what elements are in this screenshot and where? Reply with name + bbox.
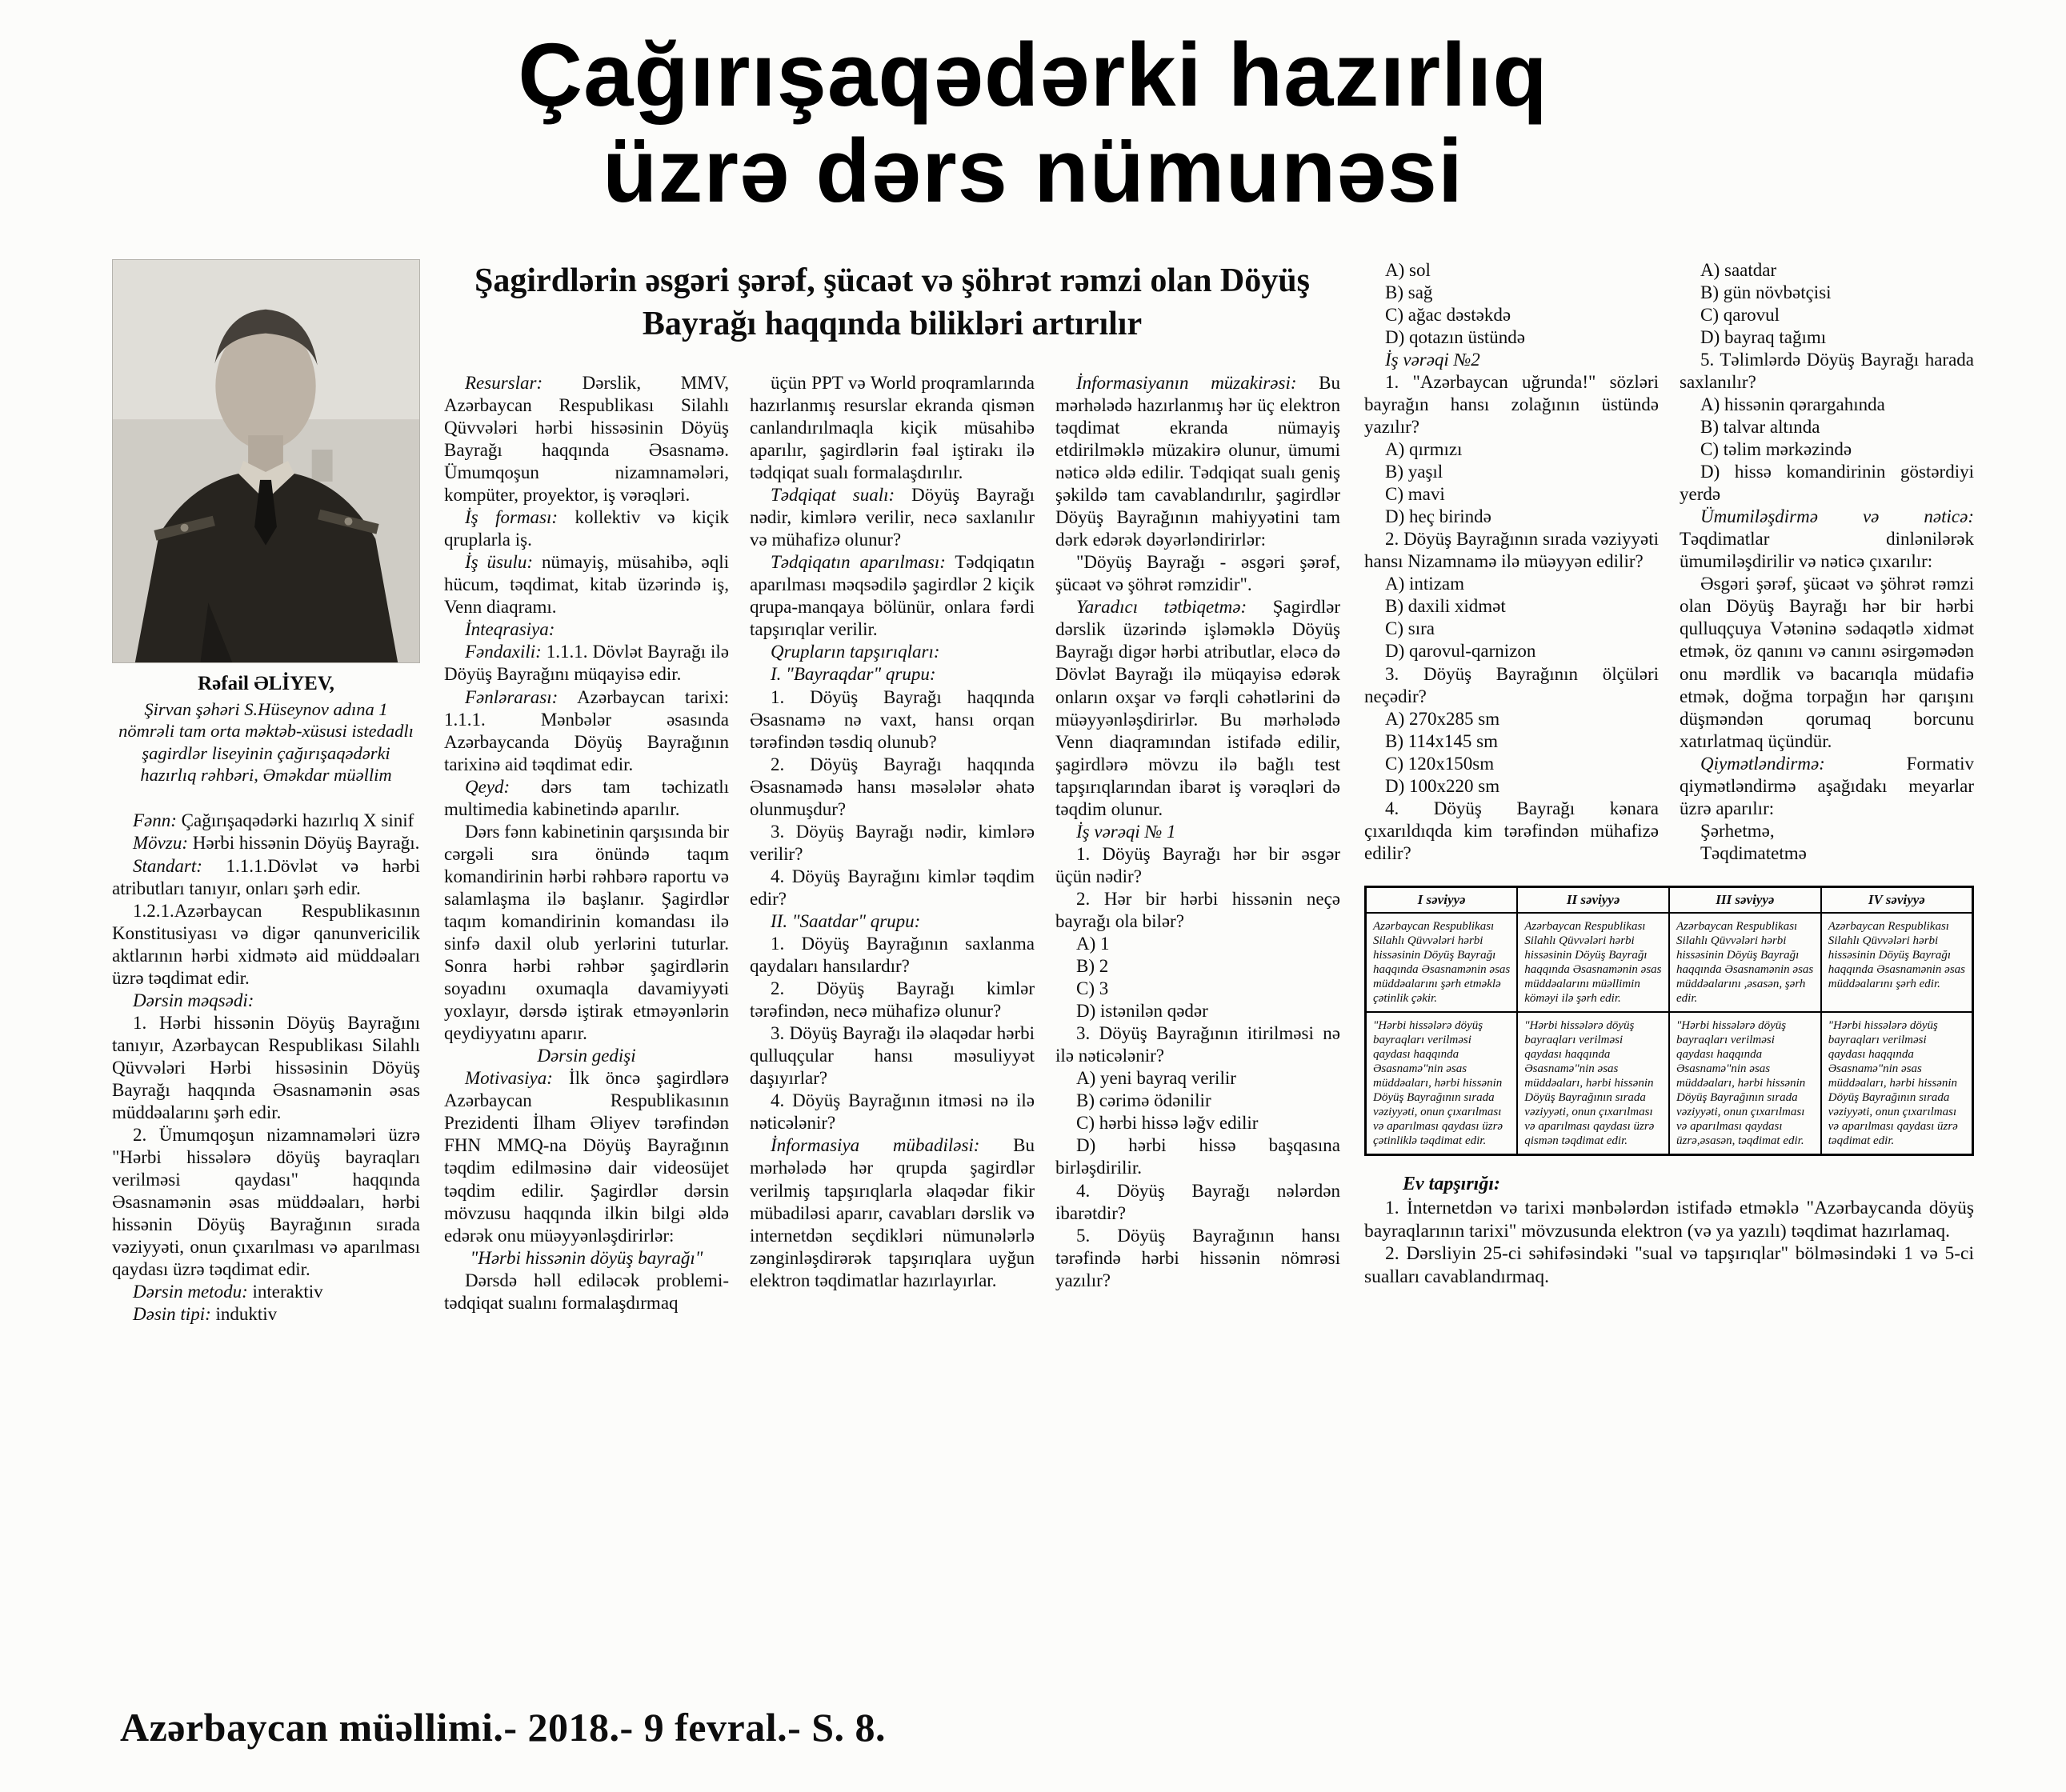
- paragraph: B) cərimə ödənilir: [1076, 1090, 1211, 1111]
- paragraph: D) qarovul-qarnizon: [1385, 641, 1536, 662]
- paragraph: Təqdimatetmə: [1700, 842, 1807, 863]
- paragraph: Fənn: Çağırışaqədərki hazırlıq X sinif: [133, 810, 414, 831]
- paragraph: Dərs fənn kabinetinin qarşısında bir cərgəli sıra önündə taqım komandirinin hərbi rəhbərə raportu və salamlaşma ilə başlanır. Şagirdlər taqım komandirinin komandası ilə sinfə daxil olub yerlərini tuturlar. Sonra hərbi rəhbər şagirdlərin soyadını oxumaqla davamiyyəti yoxlayır, dərsdə iştirak etməyənlərin qeydiyyatını aparır.: [444, 821, 729, 1044]
- paragraph: C) təlim mərkəzində: [1700, 439, 1852, 460]
- paragraph: Resurslar: Dərslik, MMV, Azərbaycan Respublikası Silahlı Qüvvələri hərbi hissəsinin Döyüş Bayrağı haqqında Əsasnamə. Ümumqoşun nizamnamələri, kompüter, proyektor, iş vərəqləri.: [444, 372, 729, 506]
- table-cell: "Hərbi hissələrə döyüş bayraqları verilməsi qaydası haqqında Əsasnamə"nin əsas müddəaları, hərbi hissənin Döyüş Bayrağının sırada vəziyyəti, onun çıxarılması və aparılması qaydası üzrə,əsasən, təqdimat edir.: [1669, 1012, 1821, 1155]
- paragraph: Standart: 1.1.1.Dövlət və hərbi atributları tanıyır, onları şərh edir.: [112, 855, 420, 898]
- paragraph: 1. Döyüş Bayrağının saxlanma qaydaları hansılardır?: [750, 934, 1035, 977]
- paragraph-lead: Fəndaxili:: [465, 642, 542, 662]
- paragraph-lead: Tədqiqatın aparılması:: [771, 552, 946, 573]
- paragraph: C) hərbi hissə ləğv edilir: [1076, 1113, 1259, 1134]
- paragraph: 3. Döyüş Bayrağının itirilməsi nə ilə nəticələnir?: [1055, 1023, 1340, 1066]
- paragraph: 1. İnternetdən və tarixi mənbələrdən istifadə etməklə "Azərbaycanda döyüş bayraqlarının tarixi" mövzusunda elektron (və ya yazılı) təqdimat hazırlamaq.: [1364, 1197, 1974, 1242]
- paragraph-lead: İnteqrasiya:: [465, 619, 555, 640]
- homework-section: [1364, 1174, 1974, 1289]
- paragraph: C) 120x150sm: [1385, 753, 1495, 774]
- paragraph: İş forması: kollektiv və kiçik qruplarla iş.: [444, 507, 730, 550]
- paragraph-lead: Yaradıcı tətbiqetmə:: [1076, 597, 1247, 618]
- paragraph-lead: Ümumiləşdirmə və nəticə:: [1700, 506, 1974, 527]
- paragraph: 4. Döyüş Bayrağının itməsi nə ilə nəticələnir?: [750, 1090, 1035, 1134]
- paragraph: Şərhetmə,: [1700, 820, 1775, 841]
- portrait-photo-graphic: [113, 260, 419, 662]
- paragraph: A) 270x285 sm: [1385, 708, 1500, 729]
- article-content: [0, 219, 2066, 1326]
- paragraph: üçün PPT və World proqramlarında hazırlanmış resurslar ekranda qismən canlandırılmaqla kiçik müsahibə aparılır, şagirdlərin fəal iştirakı ilə tədqiqat sualı formalaşdırılır.: [750, 372, 1035, 483]
- paragraph: A) 1: [1076, 934, 1110, 954]
- subheadline: Şagirdlərin əsgəri şərəf, şücaət və şöhrət rəmzi olan Döyüş Bayrağı haqqında bilikləri artırılır: [474, 262, 1310, 343]
- paragraph: I. "Bayraqdar" qrupu:: [771, 664, 936, 685]
- paragraph: 1. Hərbi hissənin Döyüş Bayrağını tanıyır, Azərbaycan Respublikası Silahlı Qüvvələri Hərbi hissəsinin Döyüş Bayrağı haqqında Əsasnamənin əsas müddəalarını şərh edir.: [112, 1012, 420, 1123]
- paragraph-lead: Dərsin metodu:: [133, 1282, 248, 1302]
- paragraph: Tədqiqat sualı: Döyüş Bayrağı nədir, kimlərə verilir, necə saxlanılır və mühafizə olunur?: [750, 485, 1035, 550]
- paragraph-lead: Fənn:: [133, 810, 177, 831]
- paragraph-lead: İş forması:: [465, 507, 559, 528]
- paragraph: C) ağac dəstəkdə: [1385, 304, 1511, 325]
- paragraph: 3. Döyüş Bayrağı ilə əlaqədar hərbi qulluqçular hansı məsuliyyət daşıyırlar?: [750, 1023, 1035, 1089]
- paragraph: C) sıra: [1385, 618, 1435, 639]
- paragraph-lead: Dəsin tipi:: [133, 1304, 211, 1325]
- table-cell: Azərbaycan Respublikası Silahlı Qüvvələri hərbi hissəsinin Döyüş Bayrağı haqqında Əsasnamənin əsas müddəalarını şərh edir.: [1821, 913, 1973, 1012]
- paragraph-lead: Fənlərarası:: [465, 686, 559, 707]
- headline: [0, 27, 2066, 219]
- paragraph: 1. Döyüş Bayrağı haqqında Əsasnamə nə vaxt, hansı orqan tərəfindən təsdiq olunub?: [750, 686, 1035, 752]
- paragraph: D) istənilən qədər: [1076, 1001, 1208, 1022]
- paragraph: D) heç birində: [1385, 506, 1491, 527]
- paragraph: 3. Döyüş Bayrağının ölçüləri neçədir?: [1364, 663, 1659, 706]
- table-cell: Azərbaycan Respublikası Silahlı Qüvvələri hərbi hissəsinin Döyüş Bayrağı haqqında Əsasnamənin əsas müddəalarını şərh etməklə çətinlik çəkir.: [1366, 913, 1518, 1012]
- paragraph: Fəndaxili: 1.1.1. Dövlət Bayrağı ilə Döyüş Bayrağını müqayisə edir.: [444, 642, 729, 685]
- paragraph: 1. Döyüş Bayrağı hər bir əsgər üçün nədir?: [1055, 843, 1340, 886]
- paragraph: 1.2.1.Azərbaycan Respublikasının Konstitusiyası və digər qanunvericilik aktlarının hərbi xidmətə aid müddəaları üzrə təqdimat edir.: [112, 900, 420, 988]
- paragraph-lead: Motivasiya:: [465, 1068, 553, 1089]
- paragraph: B) 2: [1076, 956, 1109, 977]
- homework-items: [1364, 1197, 1974, 1289]
- table-cell: Azərbaycan Respublikası Silahlı Qüvvələri hərbi hissəsinin Döyüş Bayrağı haqqında Əsasnamənin əsas müddəalarını ,əsasən, şərh edir.: [1669, 913, 1821, 1012]
- paragraph: İnformasiyanın müzakirəsi: Bu mərhələdə hazırlanmış hər üç elektron təqdimat ekranda nümayiş etdirilməklə müzakirə olunur, ümumi nəticə əldə edilir. Tədqiqat sualı geniş şəkildə tam cavablandırılır, şagirdlər Döyüş Bayrağının mahiyyətini tam dərk edərək dəyərləndirirlər:: [1055, 372, 1340, 550]
- photo-caption: [112, 673, 420, 786]
- paragraph-lead: Qiymətləndirmə:: [1700, 753, 1825, 774]
- paragraph: A) intizam: [1385, 574, 1464, 594]
- paragraph: 4. Döyüş Bayrağı nələrdən ibarətdir?: [1055, 1180, 1340, 1223]
- paragraph: Dərsin gedişi: [537, 1046, 636, 1066]
- paragraph: 4. Döyüş Bayrağını kimlər təqdim edir?: [750, 866, 1035, 909]
- portrait-photo: [112, 259, 420, 663]
- paragraph: B) gün növbətçisi: [1700, 282, 1832, 302]
- right-section: [1364, 259, 1974, 1289]
- paragraph: A) sol: [1385, 259, 1431, 280]
- homework-title: Ev tapşırığı:: [1403, 1173, 1501, 1194]
- paragraph: D) hərbi hissə başqasına birləşdirilir.: [1055, 1135, 1340, 1178]
- paragraph: B) talvar altında: [1700, 416, 1820, 437]
- paragraph-lead: İş üsulu:: [465, 552, 534, 573]
- paragraph: Dərsdə həll ediləcək problemi-tədqiqat sualını formalaşdırmaq: [444, 1270, 729, 1313]
- paragraph: İş vərəqi № 1: [1076, 821, 1176, 842]
- paragraph: C) mavi: [1385, 484, 1445, 505]
- paragraph: B) daxili xidmət: [1385, 596, 1506, 617]
- author-name: Rəfail ƏLİYEV,: [198, 672, 334, 694]
- paragraph: 2. Dərsliyin 25-ci səhifəsindəki "sual və tapşırıqlar" bölməsindəki 1 və 5-ci sualları cavablandırmaq.: [1364, 1243, 1974, 1287]
- paragraph-lead: İnformasiyanın müzakirəsi:: [1076, 372, 1297, 393]
- paragraph-lead: Qeyd:: [465, 776, 510, 797]
- paragraph: A) yeni bayraq verilir: [1076, 1068, 1236, 1089]
- paragraph-lead: Mövzu:: [133, 833, 188, 854]
- column-5: [1364, 259, 1659, 865]
- paragraph: Qrupların tapşırıqları:: [771, 642, 940, 662]
- paragraph-lead: İnformasiya mübadiləsi:: [771, 1135, 980, 1156]
- middle-section: [444, 259, 1340, 1314]
- paragraph: D) hissə komandirinin göstərdiyi yerdə: [1680, 462, 1974, 505]
- citation-footer: Azərbaycan müəllimi.- 2018.- 9 fevral.- S. 8.: [120, 1705, 887, 1750]
- table-header: I səviyyə: [1366, 886, 1518, 913]
- table-cell: "Hərbi hissələrə döyüş bayraqları verilməsi qaydası haqqında Əsasnamə"nin əsas müddəaları, hərbi hissənin Döyüş Bayrağının sırada vəziyyəti, onun çıxarılması və aparılması qaydası üzrə çətinliklə təqdimat edir.: [1366, 1012, 1518, 1155]
- table-cell: "Hərbi hissələrə döyüş bayraqları verilməsi qaydası haqqında Əsasnamə"nin əsas müddəaları, hərbi hissənin Döyüş Bayrağının sırada vəziyyəti, onun çıxarılması və aparılması qaydası üzrə qismən təqdimat edir.: [1517, 1012, 1669, 1155]
- column-3: [750, 372, 1035, 1314]
- paragraph: D) bayraq tağımı: [1700, 326, 1827, 347]
- paragraph: "Döyüş Bayrağı - əsgəri şərəf, şücaət və şöhrət rəmzidir".: [1055, 552, 1340, 595]
- table-header: IV səviyyə: [1821, 886, 1973, 913]
- paragraph: 5. Təlimlərdə Döyüş Bayrağı harada saxlanılır?: [1680, 349, 1974, 392]
- paragraph: D) 100x220 sm: [1385, 775, 1500, 796]
- paragraph: 1. "Azərbaycan uğrunda!" sözləri bayrağın hansı zolağının üstündə yazılır?: [1364, 371, 1659, 437]
- paragraph: İnformasiya mübadiləsi: Bu mərhələdə hər qrupda şagirdlər verilmiş tapşırıqlarla əlaqədar fikir mübadiləsi aparır, cavabları dərslik və internetdən seçdikləri nümunələrlə zənginləşdirərək tapşırıqlara uyğun elektron təqdimatlar hazırlayırlar.: [750, 1135, 1035, 1290]
- paragraph: [444, 618, 729, 641]
- paragraph: Qiymətləndirmə: Formativ qiymətləndirmə aşağıdakı meyarlar üzrə aparılır:: [1680, 753, 1974, 818]
- paragraph: İş vərəqi №2: [1385, 349, 1480, 370]
- paragraph: D) qotazın üstündə: [1385, 326, 1526, 347]
- column-1: [112, 810, 420, 1326]
- paragraph: Ümumiləşdirmə və nəticə: Təqdimatlar dinlənilərək ümumiləşdirilir və nəticə çıxarılır:: [1680, 506, 1974, 572]
- paragraph: Dəsin tipi: induktiv: [133, 1304, 278, 1325]
- paragraph: Fənlərarası: Azərbaycan tarixi: 1.1.1. Mənbələr əsasında Azərbaycanda Döyüş Bayrağının tarixinə aid təqdimat edir.: [444, 686, 729, 774]
- paragraph: A) saatdar: [1700, 259, 1777, 280]
- paragraph: 3. Döyüş Bayrağı nədir, kimlərə verilir?: [750, 821, 1035, 864]
- paragraph: 2. Ümumqoşun nizamnamələri üzrə "Hərbi hissələrə döyüş bayraqları verilməsi qaydası" haqqında Əsasnamənin əsas müddəaları, hərbi hissənin Döyüş Bayrağının sırada vəziyyəti, onun çıxarılması və aparılması qaydası üzrə təqdimat edir.: [112, 1125, 420, 1280]
- paragraph: 5. Döyüş Bayrağının hansı tərəfində hərbi hissənin nömrəsi yazılır?: [1055, 1225, 1340, 1290]
- paragraph: Əsgəri şərəf, şücaət və şöhrət rəmzi olan Döyüş Bayrağı hər bir hərbi qulluqçuya Vətəninə sədaqətlə xidmət etmək, öz qanını və canını əsirgəmədən onu mərdlik və bacarıqla müdafiə etmək, doğma torpağın hər qarışını düşməndən qorumaq borcunu xatırlatmaq üçündür.: [1680, 574, 1974, 751]
- paragraph: B) yaşıl: [1385, 462, 1443, 482]
- paragraph: "Hərbi hissənin döyüş bayrağı": [470, 1247, 703, 1268]
- paragraph-lead: Tədqiqat sualı:: [771, 485, 895, 506]
- paragraph: B) 114x145 sm: [1385, 730, 1498, 751]
- paragraph: 4. Döyüş Bayrağı kənara çıxarıldıqda kim tərəfindən mühafizə edilir?: [1364, 798, 1659, 863]
- paragraph: Motivasiya: İlk öncə şagirdlərə Azərbaycan Respublikasının Prezidenti İlham Əliyev tərəfindən FHN MMQ-na Döyüş Bayrağının təqdim edilməsinə dair videosüjet təqdim edilir. Şagirdlər dərsin mövzusu haqqında ilkin bilgi əldə edərək onu müəyyənləşdirirlər:: [444, 1068, 729, 1246]
- paragraph: B) sağ: [1385, 282, 1433, 302]
- paragraph: Dərsin metodu: interaktiv: [133, 1282, 323, 1302]
- paragraph: 2. Döyüş Bayrağının sırada vəziyyəti hansı Nizamnamə ilə müəyyən edilir?: [1364, 529, 1659, 572]
- left-column: [112, 259, 420, 1326]
- paragraph-lead: Resurslar:: [465, 372, 543, 393]
- paragraph: C) qarovul: [1700, 304, 1780, 325]
- paragraph: Mövzu: Hərbi hissənin Döyüş Bayrağı.: [133, 833, 420, 854]
- table-cell: Azərbaycan Respublikası Silahlı Qüvvələri hərbi hissəsinin Döyüş Bayrağı haqqında Əsasnamənin əsas müddəalarını müəllimin köməyi ilə şərh edir.: [1517, 913, 1669, 1012]
- paragraph: A) hissənin qərargahında: [1700, 394, 1885, 414]
- paragraph: 2. Döyüş Bayrağı haqqında Əsasnamədə hansı məsələlər əhatə olunmuşdur?: [750, 754, 1035, 819]
- column-6: [1680, 259, 1974, 865]
- paragraph: C) 3: [1076, 978, 1109, 999]
- author-title: Şirvan şəhəri S.Hüseynov adına 1 nömrəli tam orta məktəb-xüsusi istedadlı şagirdlər liseyinin çağırışaqədərki hazırlıq rəhbəri, Əməkdar müəllim: [118, 698, 414, 785]
- headline-line-1: Çağırışaqədərki hazırlıq: [518, 25, 1548, 125]
- table-cell: "Hərbi hissələrə döyüş bayraqları verilməsi qaydası haqqında Əsasnamə"nin əsas müddəaları, hərbi hissənin Döyüş Bayrağının sırada vəziyyəti, onun çıxarılması və aparılması qaydası üzrə təqdimat edir.: [1821, 1012, 1973, 1155]
- table-header: III səviyyə: [1669, 886, 1821, 913]
- paragraph: [112, 990, 420, 1012]
- middle-columns: [444, 372, 1340, 1314]
- column-4: [1055, 372, 1340, 1314]
- right-columns: [1364, 259, 1974, 865]
- paragraph: Tədqiqatın aparılması: Tədqiqatın aparılması məqsədilə şagirdlər 2 kiçik qrupa-manqaya bölünür, onlara fərdi tapşırıqlar verilir.: [750, 552, 1035, 640]
- table-header: II səviyyə: [1517, 886, 1669, 913]
- paragraph: A) qırmızı: [1385, 439, 1463, 460]
- paragraph: II. "Saatdar" qrupu:: [771, 910, 921, 931]
- paragraph: 2. Hər bir hərbi hissənin neçə bayrağı ola bilər?: [1055, 888, 1340, 931]
- column-2: [444, 372, 729, 1314]
- paragraph: Qeyd: dərs tam təchizatlı multimedia kabinetində aparılır.: [444, 776, 729, 819]
- paragraph: Yaradıcı tətbiqetmə: Şagirdlər dərslik üzərində işləməklə Döyüş Bayrağı digər hərbi atributlar, eləcə də Dövlət Bayrağı ilə müqayisə edərək onların oxşar və fərqli cəhətlərini də müəyyənləşdirirlər. Bu mərhələdə Venn diaqramından istifadə edilir, şagirdlərə mövzu ilə bağlı test tapşırıqlarından ibarət iş vərəqləri də təqdim olunur.: [1055, 597, 1341, 819]
- paragraph-lead: Dərsin məqsədi:: [133, 990, 254, 1010]
- paragraph: İş üsulu: nümayiş, müsahibə, əqli hücum, təqdimat, kitab üzərində iş, Venn diaqramı.: [444, 552, 729, 618]
- paragraph: 2. Döyüş Bayrağı kimlər tərəfindən, necə mühafizə olunur?: [750, 978, 1035, 1022]
- paragraph-lead: Standart:: [133, 855, 202, 876]
- assessment-table: [1364, 886, 1974, 1156]
- headline-line-2: üzrə dərs nümunəsi: [602, 120, 1464, 221]
